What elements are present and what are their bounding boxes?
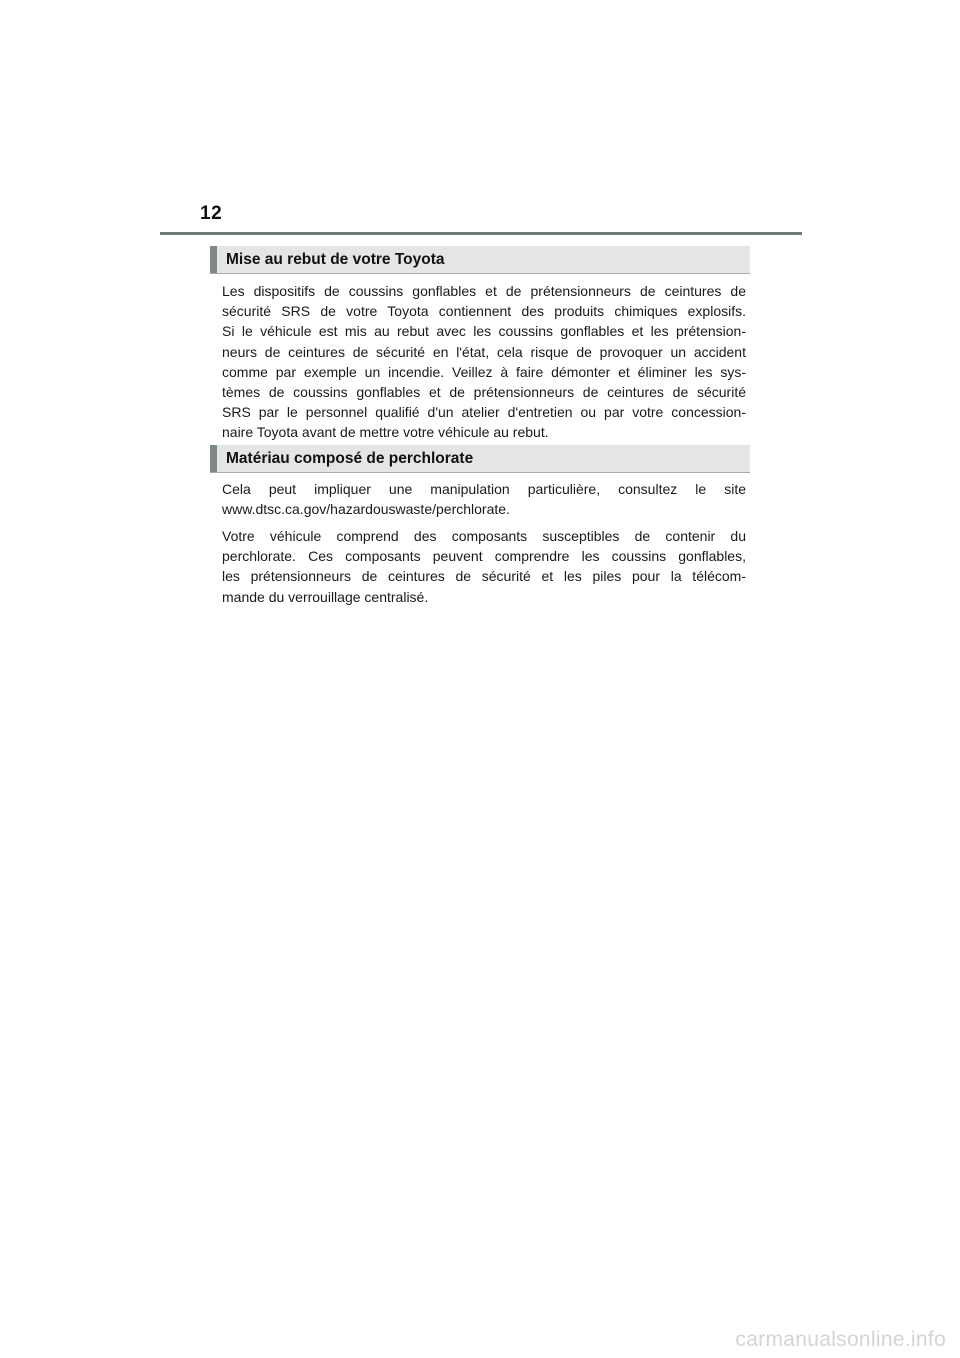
- text-line: www.dtsc.ca.gov/hazardouswaste/perchlorate.: [222, 501, 510, 518]
- text-line: naire Toyota avant de mettre votre véhicule au rebut.: [222, 424, 549, 441]
- watermark: carmanualsonline.info: [735, 1328, 946, 1351]
- text-line: Les dispositifs de coussins gonflables et de prétensionneurs de ceintures de: [222, 283, 746, 299]
- text-line: neurs de ceintures de sécurité en l'état, cela risque de provoquer un accident: [222, 343, 746, 360]
- text-line: Cela peut impliquer une manipulation particulière, consultez le site: [222, 481, 746, 497]
- heading-accent-bar: [210, 445, 217, 472]
- paragraph-perchlorate-site: [222, 479, 746, 519]
- section-title: Matériau composé de perchlorate: [226, 450, 474, 467]
- text-line: mande du verrouillage centralisé.: [222, 588, 429, 605]
- text-line: tèmes de coussins gonflables et de prétensionneurs de ceintures de sécurité: [222, 383, 746, 400]
- paragraph-perchlorate-components: [222, 526, 746, 607]
- page-number: 12: [200, 203, 223, 224]
- section-heading-perchlorate: [210, 445, 750, 473]
- text-line: SRS par le personnel qualifié d'un atelier d'entretien ou par votre concession-: [222, 404, 746, 421]
- text-line: les prétensionneurs de ceintures de sécurité et les piles pour la télécom-: [222, 568, 746, 585]
- text-line: perchlorate. Ces composants peuvent comprendre les coussins gonflables,: [222, 548, 746, 565]
- text-line: sécurité SRS de votre Toyota contiennent des produits chimiques explosifs.: [222, 303, 746, 320]
- text-line: comme par exemple un incendie. Veillez à faire démonter et éliminer les sys-: [222, 363, 746, 380]
- header-rule: [160, 232, 802, 235]
- heading-accent-bar: [210, 246, 217, 273]
- text-line: Si le véhicule est mis au rebut avec les coussins gonflables et les prétension-: [222, 323, 746, 340]
- section-heading-disposal: [210, 246, 750, 274]
- paragraph-disposal: [222, 281, 746, 443]
- text-line: Votre véhicule comprend des composants susceptibles de contenir du: [222, 528, 746, 544]
- section-title: Mise au rebut de votre Toyota: [226, 251, 445, 268]
